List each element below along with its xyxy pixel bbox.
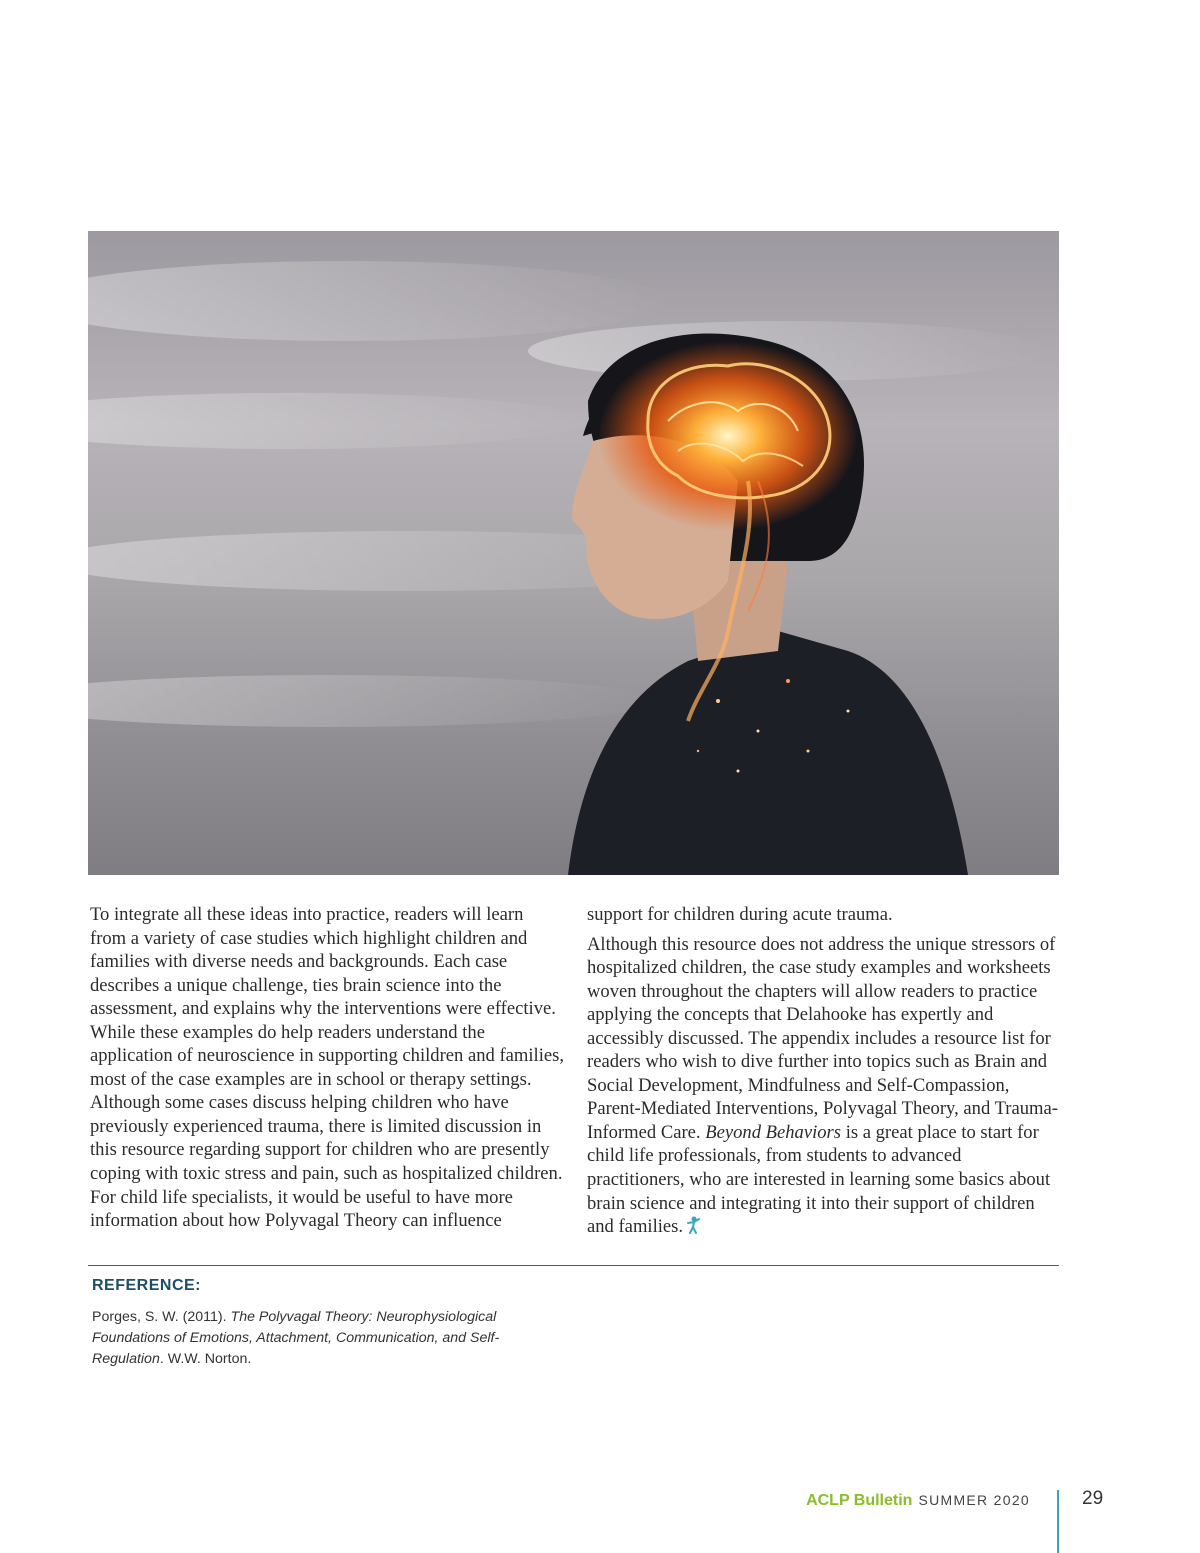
article-paragraph-continuation: support for children during acute trauma.: [587, 904, 893, 925]
reference-publisher: . W.W. Norton.: [159, 1351, 252, 1367]
footer-divider: [1057, 1490, 1059, 1553]
hero-photo-child-glowing-brain: [88, 231, 1059, 875]
closing-text-before-title: Although this resource does not address the unique stressors of hospitalized children, the case study examples and worksheets woven throughout the chapters will allow readers to practice applying the concepts that Delahooke has expertly and accessibly discussed. The appendix includes a resource list for readers who wish to dive further into topics such as Brain and Social Development, Mindfulness and Self-Compassion, Parent-Mediated Interventions, Polyvagal Theory, and Trauma-Informed Care.: [587, 933, 1058, 1143]
book-title: Beyond Behaviors: [705, 1121, 842, 1143]
article-right-column: [587, 903, 1061, 1245]
reference-title: The Polyvagal Theory: Neurophysiological Foundations of Emotions, Attachment, Communication, and Self-Regulation: [92, 1309, 500, 1367]
section-divider: [88, 1265, 1059, 1266]
child-shirt: [568, 631, 968, 875]
glowing-brain: [598, 341, 858, 531]
page-footer: [0, 1488, 1200, 1553]
reference-author-year: Porges, S. W. (2011).: [92, 1309, 227, 1325]
closing-text-after-title: is a great place to start for child life professionals, from students to advanced practitioners, who are interested in learning some basics about brain science and integrating it into their support of children and families.: [587, 1121, 1051, 1238]
child-figure-end-icon: [686, 1216, 700, 1234]
reference-entry: [92, 1307, 562, 1370]
article-left-column: [90, 903, 564, 1239]
hero-illustration: [88, 231, 1059, 875]
footer-issue: SUMMER 2020: [918, 1492, 1030, 1508]
article-paragraph: To integrate all these ideas into practice, readers will learn from a variety of case studies which highlight children and families with diverse needs and backgrounds. Each case describes a unique challenge, ties brain science into the assessment, and explains why the interventions were effective. While these examples do help readers understand the application of neuroscience in supporting children and families, most of the case examples are in school or therapy settings. Although some cases discuss helping children who have previously experienced trauma, there is limited discussion in this resource regarding support for children who are presently coping with toxic stress and pain, such as hospitalized children. For child life specialists, it would be useful to have more information about how Polyvagal Theory can influence: [90, 904, 564, 1232]
footer-publication-name: ACLP Bulletin: [806, 1492, 913, 1509]
reference-heading: REFERENCE:: [92, 1277, 202, 1294]
footer-brand: [806, 1492, 1030, 1510]
page-number: 29: [1082, 1488, 1104, 1509]
article-paragraph-closing: [587, 933, 1061, 1239]
